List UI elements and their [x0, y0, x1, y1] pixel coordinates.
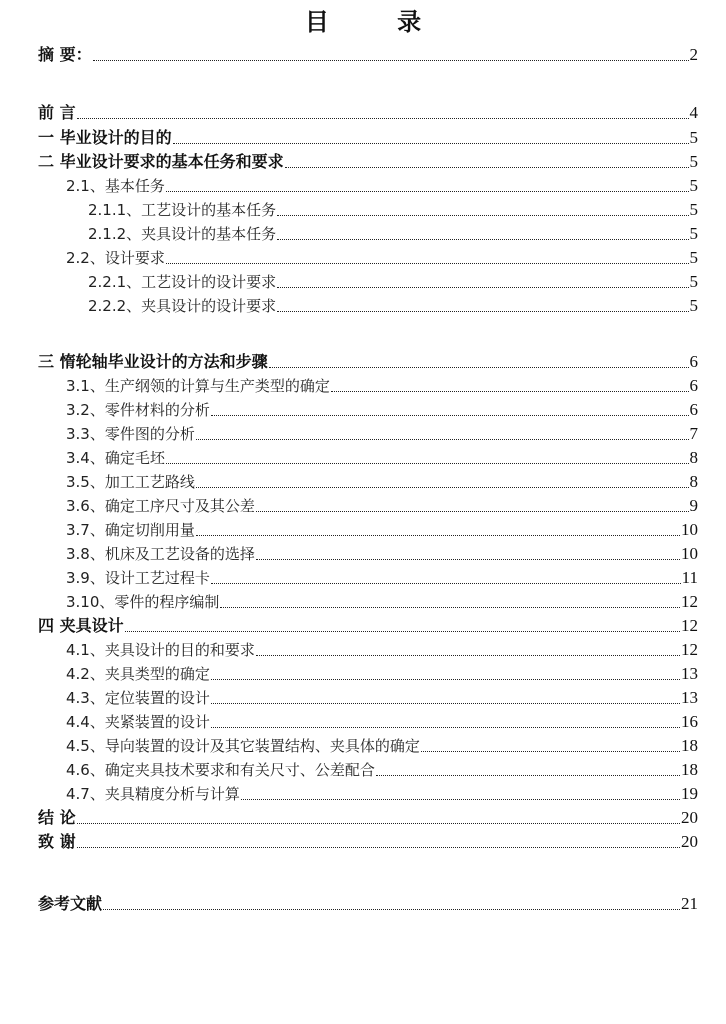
toc-entry-page-number: 19 — [681, 784, 698, 803]
toc-entry-label: 2.1、基本任务 — [66, 177, 165, 195]
toc-entry[interactable] — [66, 495, 698, 517]
toc-entry-label: 3.2、零件材料的分析 — [66, 401, 210, 419]
toc-entry-page-number: 16 — [681, 712, 698, 731]
toc-entry-label: 二 毕业设计要求的基本任务和要求 — [38, 152, 284, 171]
dot-leader — [211, 583, 681, 584]
toc-entry-label: 致 谢 — [38, 832, 76, 851]
toc-entry-page-number: 21 — [681, 894, 698, 913]
toc-entry[interactable] — [88, 271, 698, 293]
toc-entry-page-number: 11 — [681, 568, 698, 587]
toc-entry-page-number: 5 — [689, 128, 698, 147]
toc-entry[interactable] — [66, 591, 698, 613]
toc-entry-label: 四 夹具设计 — [38, 616, 124, 635]
toc-entry[interactable] — [38, 807, 698, 829]
toc-entry[interactable] — [66, 759, 698, 781]
toc-entry-page-number: 5 — [689, 296, 698, 315]
toc-entry-page-number: 10 — [681, 520, 698, 539]
toc-entry-page-number: 6 — [689, 352, 698, 371]
toc-entry-page-number: 2 — [689, 45, 698, 64]
toc-entry-page-number: 6 — [689, 376, 698, 395]
toc-entry-label: 3.7、确定切削用量 — [66, 521, 195, 539]
toc-entry-page-number: 4 — [689, 103, 698, 122]
toc-entry-page-number: 18 — [681, 760, 698, 779]
dot-leader — [421, 751, 680, 752]
toc-entry-page-number: 13 — [681, 688, 698, 707]
toc-entry[interactable] — [66, 423, 698, 445]
toc-entry-page-number: 5 — [689, 224, 698, 243]
dot-leader — [77, 823, 680, 824]
dot-leader — [269, 367, 689, 368]
dot-leader — [256, 511, 689, 512]
toc-entry[interactable] — [66, 399, 698, 421]
toc-entry-page-number: 20 — [681, 832, 698, 851]
toc-entry-label: 3.4、确定毛坯 — [66, 449, 165, 467]
toc-entry[interactable] — [66, 783, 698, 805]
dot-leader — [241, 799, 680, 800]
toc-entry[interactable] — [66, 447, 698, 469]
toc-entry-label: 前 言 — [38, 103, 76, 122]
dot-leader — [376, 775, 680, 776]
dot-leader — [77, 118, 689, 119]
toc-entry-page-number: 5 — [689, 272, 698, 291]
dot-leader — [256, 559, 680, 560]
toc-entry-label: 3.10、零件的程序编制 — [66, 593, 220, 611]
toc-entry[interactable] — [88, 199, 698, 221]
toc-entry-page-number: 5 — [689, 248, 698, 267]
dot-leader — [211, 415, 689, 416]
dot-leader — [277, 311, 688, 312]
toc-entry[interactable] — [38, 44, 698, 66]
dot-leader — [196, 439, 689, 440]
toc-entry-page-number: 9 — [689, 496, 698, 515]
toc-entry[interactable] — [66, 543, 698, 565]
toc-entry[interactable] — [88, 223, 698, 245]
dot-leader — [331, 391, 689, 392]
toc-entry-label: 结 论 — [38, 808, 76, 827]
toc-entry-label: 一 毕业设计的目的 — [38, 128, 172, 147]
dot-leader — [125, 631, 680, 632]
dot-leader — [285, 167, 689, 168]
toc-entry-label: 2.2.2、夹具设计的设计要求 — [88, 297, 277, 315]
toc-entry-page-number: 7 — [689, 424, 698, 443]
toc-entry[interactable] — [66, 471, 698, 493]
dot-leader — [173, 143, 689, 144]
toc-entry-label: 2.1.1、工艺设计的基本任务 — [88, 201, 277, 219]
dot-leader — [196, 487, 689, 488]
toc-entry-label: 2.1.2、夹具设计的基本任务 — [88, 225, 277, 243]
dot-leader — [103, 909, 680, 910]
dot-leader — [196, 535, 680, 536]
toc-entry[interactable] — [66, 567, 698, 589]
toc-entry[interactable] — [38, 893, 698, 915]
toc-entry[interactable] — [38, 351, 698, 373]
toc-entry-label: 3.5、加工工艺路线 — [66, 473, 195, 491]
toc-title: 目 录 — [304, 8, 452, 36]
toc-entry-label: 2.2.1、工艺设计的设计要求 — [88, 273, 277, 291]
dot-leader — [211, 703, 680, 704]
toc-entry-label: 参考文献 — [38, 894, 103, 913]
dot-leader — [277, 215, 688, 216]
toc-entry-page-number: 12 — [681, 640, 698, 659]
toc-entry-label: 3.3、零件图的分析 — [66, 425, 195, 443]
toc-entry[interactable] — [38, 127, 698, 149]
toc-entry[interactable] — [66, 687, 698, 709]
toc-entry-label: 4.6、确定夹具技术要求和有关尺寸、公差配合 — [66, 761, 375, 779]
toc-entry-page-number: 6 — [689, 400, 698, 419]
toc-entry-label: 4.3、定位装置的设计 — [66, 689, 210, 707]
dot-leader — [166, 463, 689, 464]
toc-entry[interactable] — [38, 831, 698, 853]
toc-entry-page-number: 12 — [681, 616, 698, 635]
toc-entry-label: 4.7、夹具精度分析与计算 — [66, 785, 240, 803]
toc-entry-label: 3.6、确定工序尺寸及其公差 — [66, 497, 255, 515]
toc-entry-page-number: 5 — [689, 152, 698, 171]
toc-entry-page-number: 12 — [681, 592, 698, 611]
dot-leader — [277, 287, 688, 288]
toc-entry-label: 4.4、夹紧装置的设计 — [66, 713, 210, 731]
dot-leader — [277, 239, 688, 240]
toc-entry[interactable] — [38, 102, 698, 124]
toc-entry-label: 3.1、生产纲领的计算与生产类型的确定 — [66, 377, 330, 395]
toc-entry-page-number: 13 — [681, 664, 698, 683]
toc-entry[interactable] — [66, 175, 698, 197]
dot-leader — [77, 847, 680, 848]
toc-entry-label: 4.5、导向装置的设计及其它装置结构、夹具体的确定 — [66, 737, 420, 755]
dot-leader — [256, 655, 680, 656]
toc-entry[interactable] — [66, 639, 698, 661]
toc-entry-label: 3.9、设计工艺过程卡 — [66, 569, 210, 587]
toc-entry-page-number: 20 — [681, 808, 698, 827]
toc-entry-label: 摘 要： — [38, 45, 92, 64]
dot-leader — [166, 263, 689, 264]
toc-entry[interactable] — [66, 711, 698, 733]
toc-entry-page-number: 18 — [681, 736, 698, 755]
toc-entry-page-number: 8 — [689, 448, 698, 467]
toc-entry[interactable] — [66, 519, 698, 541]
toc-entry-label: 4.2、夹具类型的确定 — [66, 665, 210, 683]
toc-entry[interactable] — [66, 375, 698, 397]
dot-leader — [220, 607, 680, 608]
toc-entry[interactable] — [38, 615, 698, 637]
toc-entry[interactable] — [66, 247, 698, 269]
toc-entry[interactable] — [88, 295, 698, 317]
toc-entry[interactable] — [38, 151, 698, 173]
dot-leader — [166, 191, 689, 192]
toc-entry-label: 3.8、机床及工艺设备的选择 — [66, 545, 255, 563]
toc-entry-page-number: 5 — [689, 176, 698, 195]
toc-entry-page-number: 8 — [689, 472, 698, 491]
toc-entry-page-number: 10 — [681, 544, 698, 563]
toc-entry[interactable] — [66, 735, 698, 757]
toc-entry-label: 4.1、夹具设计的目的和要求 — [66, 641, 255, 659]
dot-leader — [211, 727, 680, 728]
toc-entry-page-number: 5 — [689, 200, 698, 219]
dot-leader — [93, 60, 689, 61]
toc-entry-label: 三 惰轮轴毕业设计的方法和步骤 — [38, 352, 268, 371]
toc-entry[interactable] — [66, 663, 698, 685]
toc-entry-label: 2.2、设计要求 — [66, 249, 165, 267]
dot-leader — [211, 679, 680, 680]
